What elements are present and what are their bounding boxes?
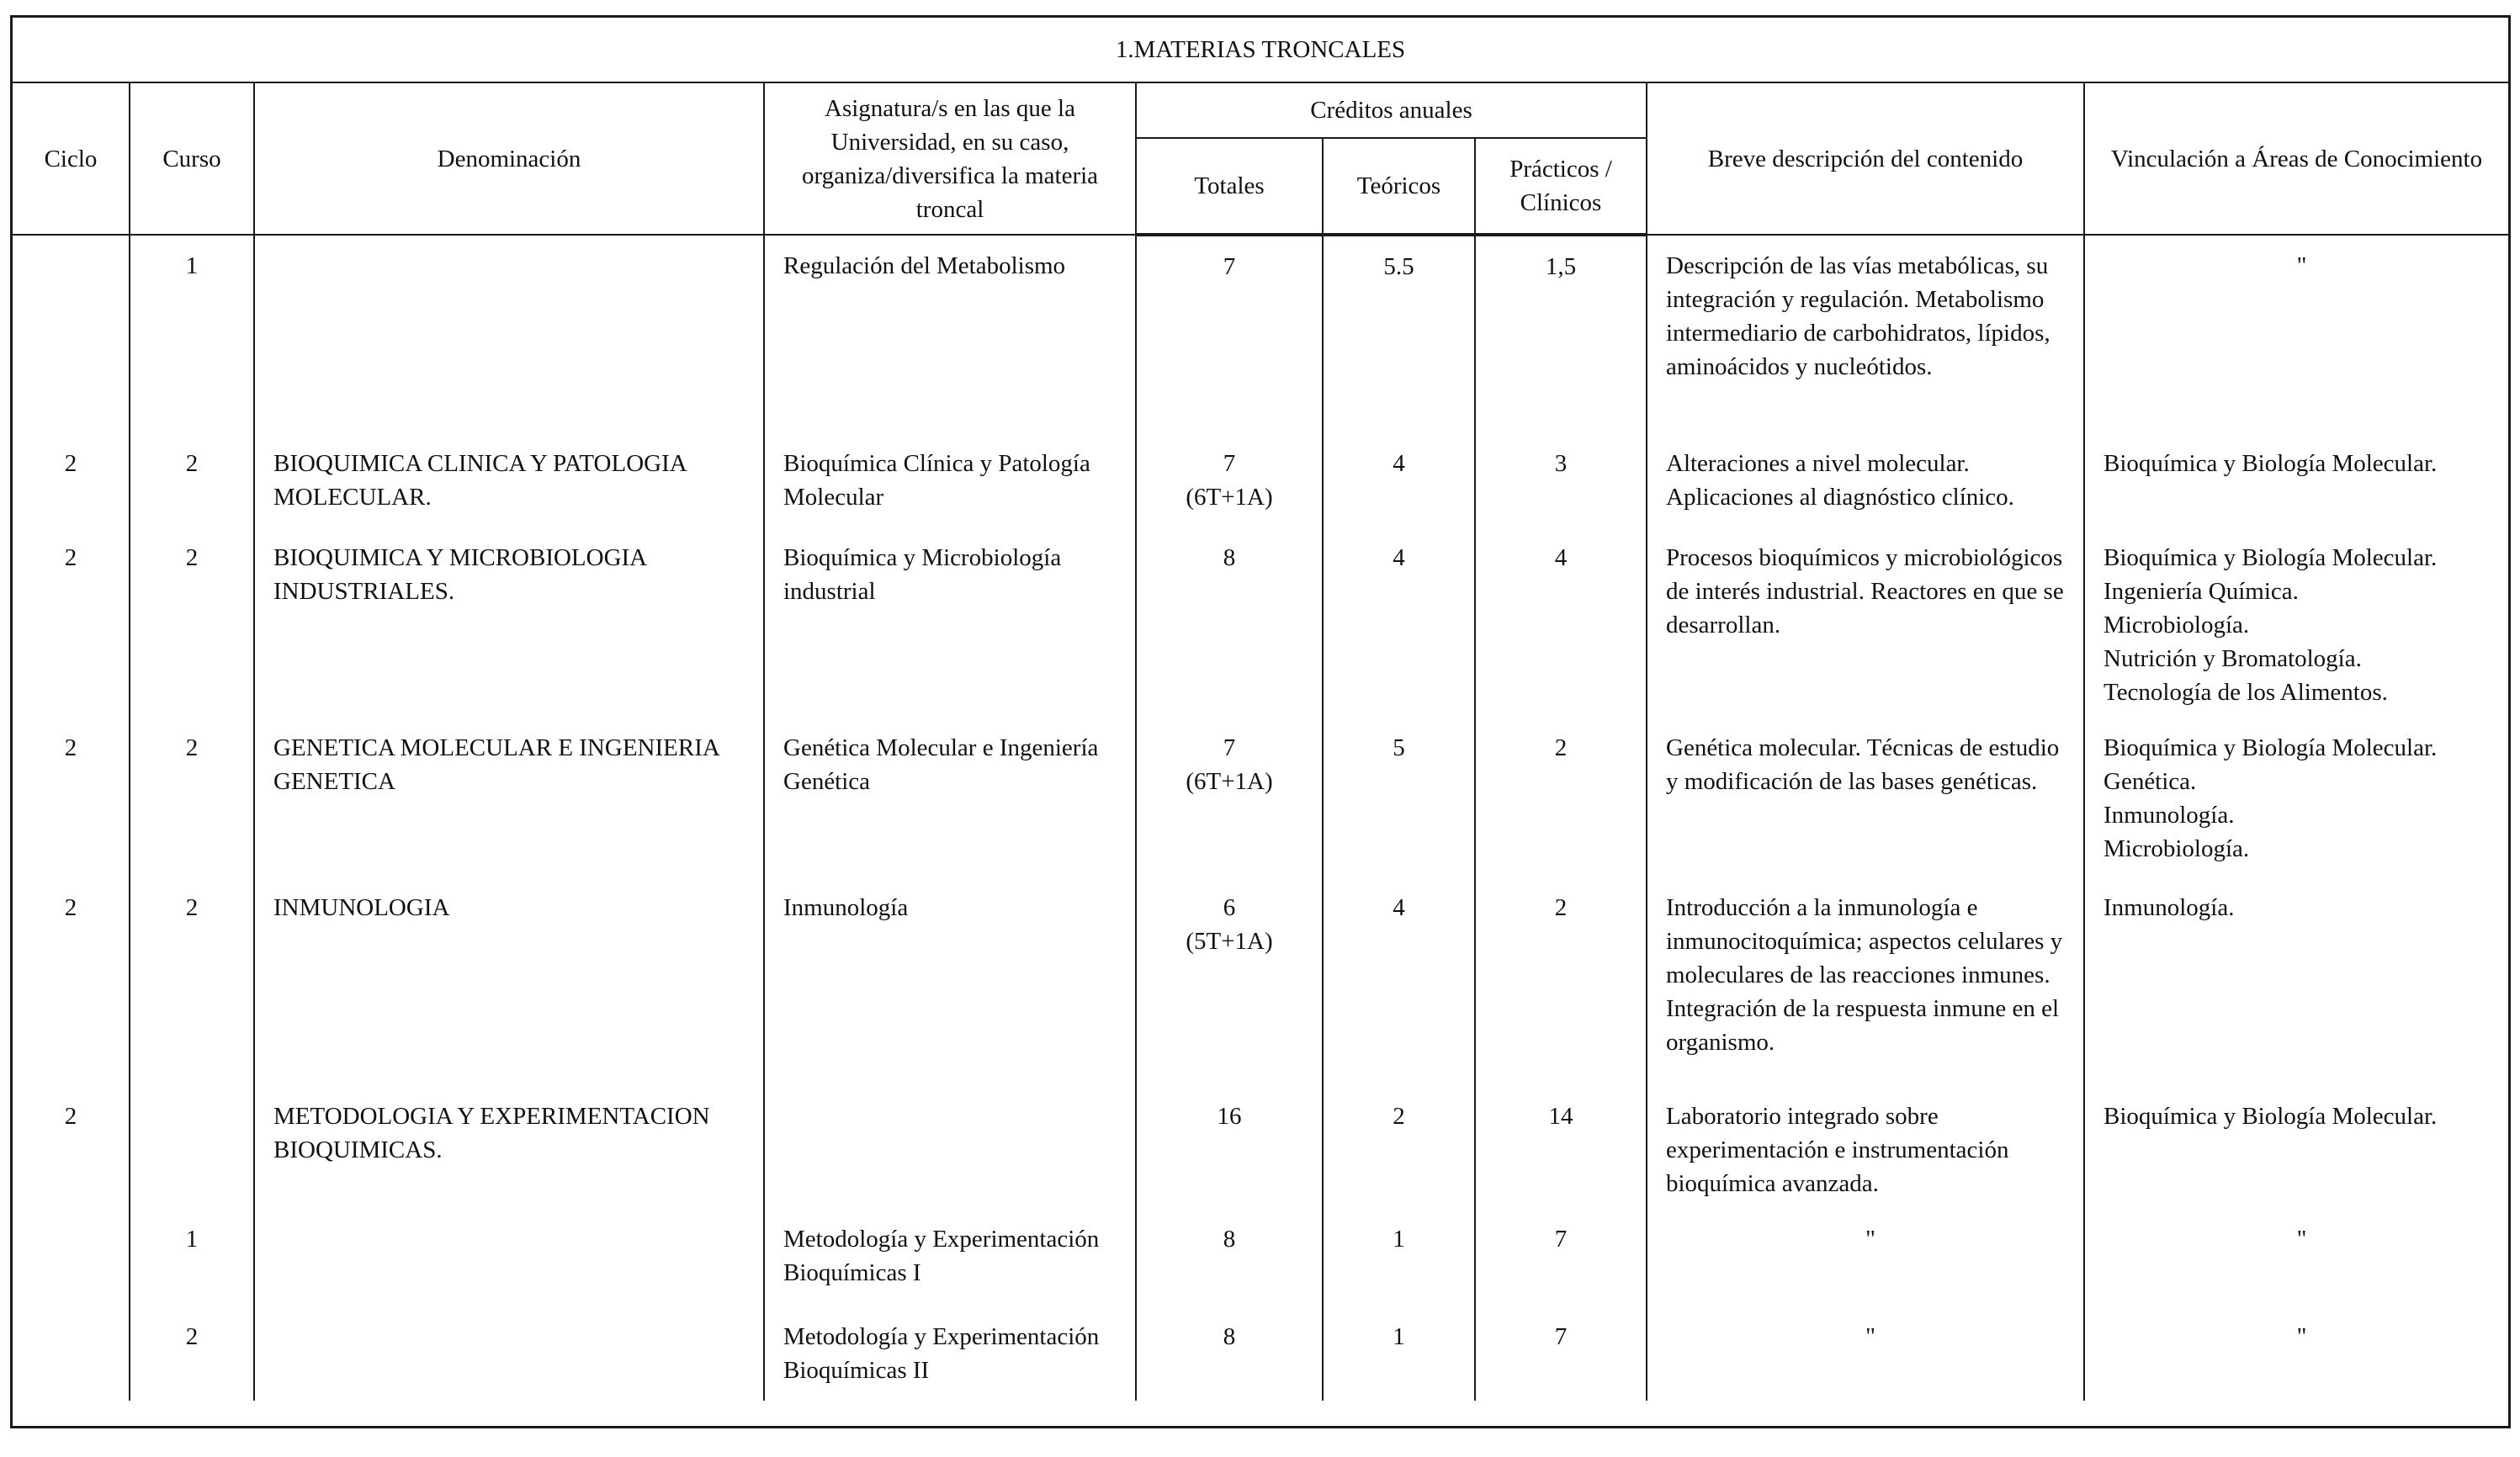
table-row — [13, 718, 2508, 877]
cell-totales — [1136, 1306, 1323, 1401]
cell-curso — [130, 1086, 254, 1209]
area-item: " — [2296, 1226, 2307, 1253]
cell-areas — [2084, 1086, 2508, 1209]
document-page — [10, 15, 2511, 1428]
header-creditos-anuales: Créditos anuales — [1136, 82, 1647, 138]
cell-descripcion: " — [1647, 1209, 2084, 1306]
cell-areas — [2084, 718, 2508, 877]
header-curso: Curso — [130, 82, 254, 235]
cell-areas — [2084, 1209, 2508, 1306]
header-descripcion: Breve descripción del contenido — [1647, 82, 2084, 235]
cell-asignatura: Metodología y Experimentación Bioquímicas I — [764, 1209, 1136, 1306]
header-vinculacion: Vinculación a Áreas de Conocimiento — [2084, 82, 2508, 235]
cell-teoricos: 4 — [1323, 877, 1475, 1086]
cell-asignatura: Genética Molecular e Ingeniería Genética — [764, 718, 1136, 877]
header-denominacion: Denominación — [254, 82, 764, 235]
cell-totales — [1136, 1209, 1323, 1306]
cell-curso: 2 — [130, 877, 254, 1086]
cell-areas — [2084, 1306, 2508, 1401]
totales-detalle: (6T+1A) — [1186, 484, 1273, 511]
area-item: Bioquímica y Biología Molecular. — [2104, 450, 2438, 477]
cell-areas — [2084, 527, 2508, 718]
totales-detalle: (6T+1A) — [1186, 768, 1273, 795]
cell-ciclo — [13, 1306, 130, 1401]
cell-totales — [1136, 1086, 1323, 1209]
area-item: Bioquímica y Biología Molecular. — [2104, 734, 2438, 761]
table-row — [13, 433, 2508, 527]
table-row — [13, 1209, 2508, 1306]
cell-descripcion: Introducción a la inmunología e inmunocitoquímica; aspectos celulares y moleculares de las reacciones inmunes. Integración de la respuesta inmune en el organismo. — [1647, 877, 2084, 1086]
table-row — [13, 527, 2508, 718]
header-totales: Totales — [1136, 138, 1323, 235]
cell-asignatura: Inmunología — [764, 877, 1136, 1086]
cell-denominacion: INMUNOLOGIA — [254, 877, 764, 1086]
cell-descripcion: Procesos bioquímicos y microbiológicos de interés industrial. Reactores en que se desarrollan. — [1647, 527, 2084, 718]
cell-teoricos: 4 — [1323, 527, 1475, 718]
header-ciclo: Ciclo — [13, 82, 130, 235]
cell-denominacion — [254, 1209, 764, 1306]
area-item: Microbiología. — [2104, 612, 2250, 638]
totales-value: 8 — [1223, 1323, 1236, 1350]
cell-practicos: 4 — [1475, 527, 1647, 718]
totales-value: 16 — [1217, 1103, 1242, 1130]
cell-practicos: 7 — [1475, 1209, 1647, 1306]
area-item: Nutrición y Bromatología. — [2104, 645, 2362, 672]
cell-asignatura: Metodología y Experimentación Bioquímicas II — [764, 1306, 1136, 1401]
cell-areas — [2084, 235, 2508, 433]
cell-practicos: 2 — [1475, 877, 1647, 1086]
area-item: Tecnología de los Alimentos. — [2104, 679, 2388, 706]
cell-asignatura: Regulación del Metabolismo — [764, 235, 1136, 433]
cell-areas — [2084, 877, 2508, 1086]
totales-detalle: (5T+1A) — [1186, 928, 1273, 955]
cell-descripcion: " — [1647, 1306, 2084, 1401]
cell-teoricos: 4 — [1323, 433, 1475, 527]
cell-denominacion: BIOQUIMICA CLINICA Y PATOLOGIA MOLECULAR. — [254, 433, 764, 527]
cell-teoricos: 1 — [1323, 1306, 1475, 1401]
header-asignatura: Asignatura/s en las que la Universidad, en su caso, organiza/diversifica la materia troncal — [764, 82, 1136, 235]
cell-ciclo: 2 — [64, 544, 77, 571]
cell-curso: 2 — [130, 1306, 254, 1401]
cell-denominacion: GENETICA MOLECULAR E INGENIERIA GENETICA — [254, 718, 764, 877]
cell-practicos: 2 — [1475, 718, 1647, 877]
cell-ciclo: 2 — [64, 894, 77, 921]
cell-denominacion: BIOQUIMICA Y MICROBIOLOGIA INDUSTRIALES. — [254, 527, 764, 718]
totales-value: 8 — [1223, 544, 1236, 571]
cell-denominacion: METODOLOGIA Y EXPERIMENTACION BIOQUIMICAS. — [254, 1086, 764, 1209]
area-item: Inmunología. — [2104, 894, 2235, 921]
cell-descripcion: Genética molecular. Técnicas de estudio y modificación de las bases genéticas. — [1647, 718, 2084, 877]
cell-curso: 1 — [130, 1209, 254, 1306]
cell-descripcion: Laboratorio integrado sobre experimentación e instrumentación bioquímica avanzada. — [1647, 1086, 2084, 1209]
cell-descripcion: Alteraciones a nivel molecular. Aplicaciones al diagnóstico clínico. — [1647, 433, 2084, 527]
cell-totales — [1136, 718, 1323, 877]
cell-asignatura — [764, 1086, 1136, 1209]
cell-ciclo: 2 — [64, 450, 77, 477]
area-item: Ingeniería Química. — [2104, 578, 2299, 605]
cell-totales — [1136, 527, 1323, 718]
totales-value: 8 — [1223, 1226, 1236, 1253]
cell-curso: 1 — [130, 235, 254, 433]
table-row — [13, 235, 2508, 433]
header-practicos: Prácticos / Clínicos — [1475, 138, 1647, 235]
table-title: 1.MATERIAS TRONCALES — [13, 18, 2508, 82]
cell-curso: 2 — [130, 433, 254, 527]
area-item: Bioquímica y Biología Molecular. — [2104, 1103, 2438, 1130]
cell-totales — [1136, 877, 1323, 1086]
cell-denominacion — [254, 1306, 764, 1401]
header-teoricos: Teóricos — [1323, 138, 1475, 235]
cell-ciclo: 2 — [64, 734, 77, 761]
area-item: " — [2296, 1323, 2307, 1350]
cell-practicos: 14 — [1475, 1086, 1647, 1209]
cell-practicos: 3 — [1475, 433, 1647, 527]
cell-totales — [1136, 433, 1323, 527]
area-item: Genética. — [2104, 768, 2197, 795]
cell-teoricos: 1 — [1323, 1209, 1475, 1306]
cell-ciclo — [13, 1209, 130, 1306]
cell-ciclo: 2 — [64, 1103, 77, 1130]
area-item: Inmunología. — [2104, 802, 2235, 829]
table-body — [13, 235, 2508, 1401]
cell-asignatura: Bioquímica y Microbiología industrial — [764, 527, 1136, 718]
cell-denominacion — [254, 235, 764, 433]
cell-curso: 2 — [130, 718, 254, 877]
cell-areas — [2084, 433, 2508, 527]
totales-value: 7 — [1223, 253, 1236, 280]
cell-practicos: 7 — [1475, 1306, 1647, 1401]
cell-ciclo — [13, 235, 130, 433]
table-row — [13, 877, 2508, 1086]
area-item: Microbiología. — [2104, 835, 2250, 862]
cell-curso: 2 — [130, 527, 254, 718]
table-row — [13, 1086, 2508, 1209]
totales-value: 7 — [1223, 734, 1236, 761]
cell-asignatura: Bioquímica Clínica y Patología Molecular — [764, 433, 1136, 527]
cell-teoricos: 5.5 — [1323, 235, 1475, 433]
cell-teoricos: 5 — [1323, 718, 1475, 877]
cell-descripcion: Descripción de las vías metabólicas, su integración y regulación. Metabolismo intermediario de carbohidratos, lípidos, aminoácidos y nucleótidos. — [1647, 235, 2084, 433]
totales-value: 6 — [1223, 894, 1236, 921]
area-item: Bioquímica y Biología Molecular. — [2104, 544, 2438, 571]
area-item: " — [2296, 252, 2307, 279]
totales-value: 7 — [1223, 450, 1236, 477]
cell-teoricos: 2 — [1323, 1086, 1475, 1209]
cell-practicos: 1,5 — [1475, 235, 1647, 433]
cell-totales — [1136, 235, 1323, 433]
materias-troncales-table — [13, 18, 2508, 1401]
table-row — [13, 1306, 2508, 1401]
